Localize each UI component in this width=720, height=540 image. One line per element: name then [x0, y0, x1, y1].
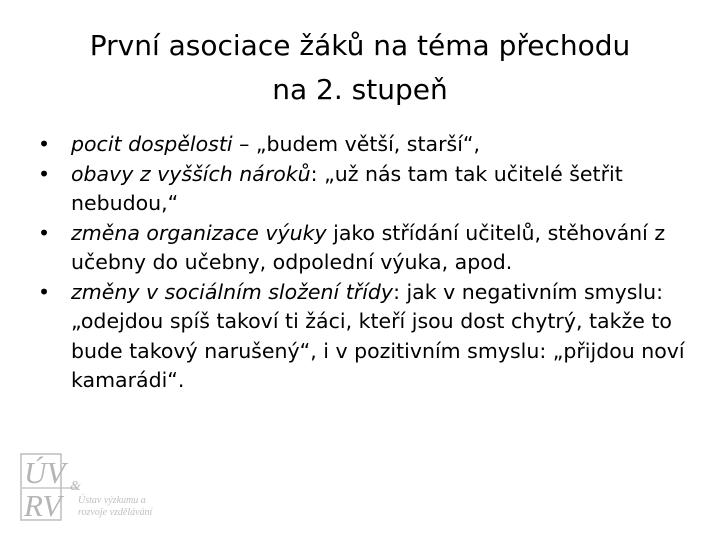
bullet-item-3: [38, 219, 698, 278]
title-line-2: na 2. stupeň: [272, 73, 448, 106]
bullet-2-text: : „už nás tam tak učitelé šetřit nebudou,“: [71, 161, 623, 215]
bullet-dot: •: [38, 132, 51, 156]
bullet-4-text: : jak v negativním smyslu: „odejdou spíš takoví ti žáci, kteří jsou dost chytrý, takže to bude takový narušený“, i v pozitivním smyslu: „přijdou noví kamarádi“.: [71, 279, 685, 392]
bullet-dot: •: [38, 279, 51, 304]
bullet-1-emphasis: pocit dospělosti: [71, 132, 233, 156]
logo-ampersand: &: [70, 479, 81, 494]
uvrv-logo: [20, 452, 188, 524]
logo-subtitle-line-1: Ústav výzkumu a: [78, 495, 146, 506]
bullet-1-text: – „budem větší, starší“,: [232, 132, 481, 156]
bullet-3-text: jako střídání učitelů, stěhování z učebny do učebny, odpolední výuka, apod.: [71, 220, 666, 274]
title-line-1: První asociace žáků na téma přechodu: [89, 29, 631, 62]
bullet-dot: •: [38, 161, 51, 186]
bullet-dot: •: [38, 220, 51, 245]
bullet-item-1: [38, 130, 698, 160]
bullet-4-emphasis: změny v sociálním složení třídy: [71, 279, 394, 304]
bullet-3-emphasis: změna organizace výuky: [71, 220, 327, 245]
logo-subtitle-line-2: rozvoje vzdělávání: [78, 507, 153, 518]
bullet-2-emphasis: obavy z vyšších nároků: [71, 161, 311, 186]
bullet-list: [38, 130, 698, 396]
logo-uv-text: ÚV: [24, 455, 66, 490]
slide-title: [40, 24, 680, 112]
logo-rv-text: RV: [24, 488, 62, 523]
bullet-item-4: [38, 278, 698, 396]
bullet-item-2: [38, 160, 698, 219]
